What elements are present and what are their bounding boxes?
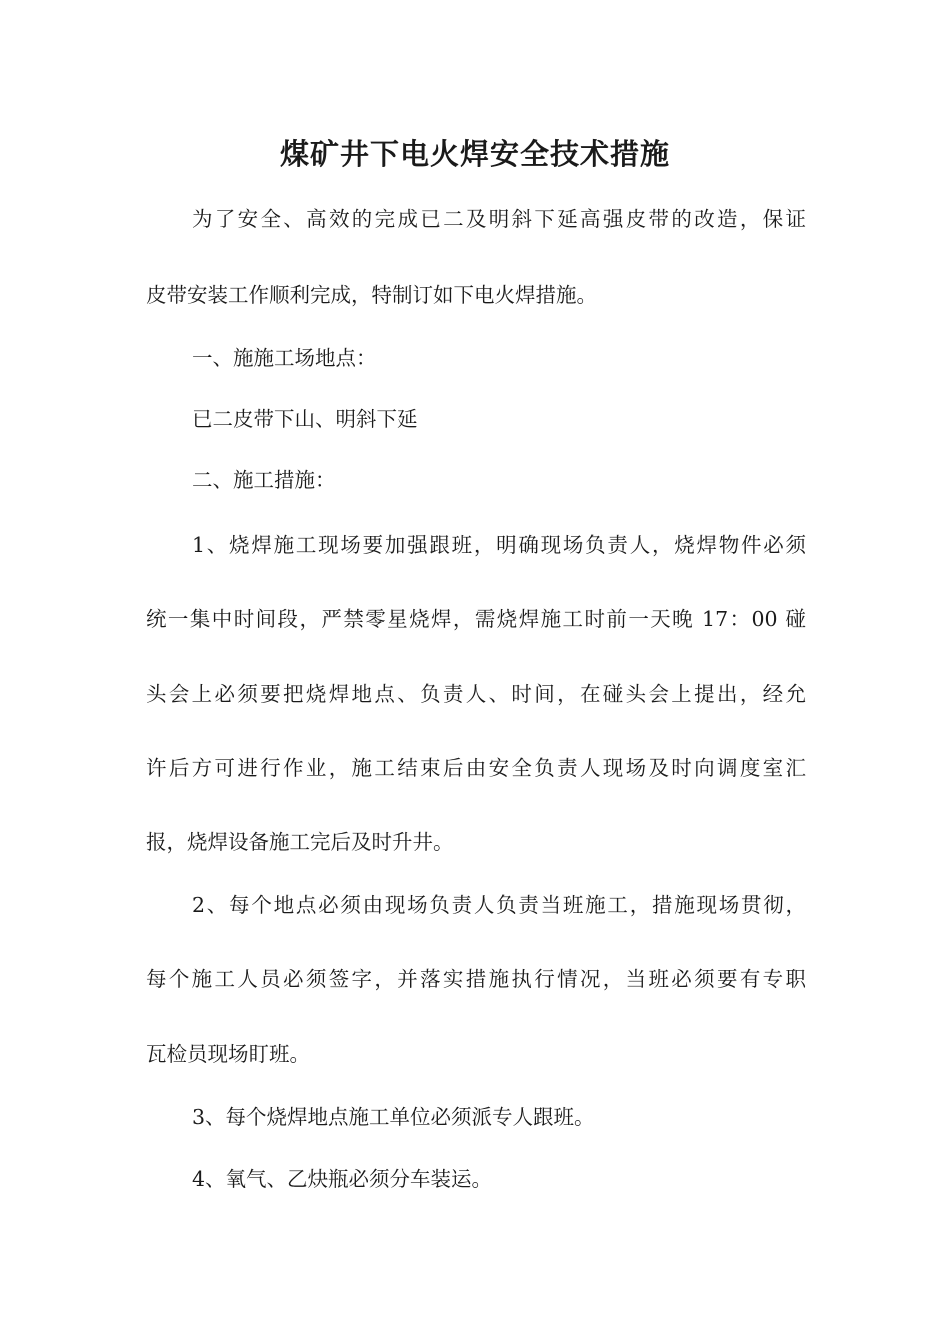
document-title: 煤矿井下电火焊安全技术措施: [279, 137, 670, 171]
section-heading: 一、施施工场地点：: [192, 346, 377, 370]
paragraph-line: 已二皮带下山、明斜下延: [192, 407, 418, 431]
paragraph-line: 皮带安装工作顺利完成，特制订如下电火焊措施。: [146, 283, 597, 307]
paragraph-line: 许后方可进行作业，施工结束后由安全负责人现场及时向调度室汇: [146, 756, 806, 780]
paragraph-line: 头会上必须要把烧焊地点、负责人、时间，在碰头会上提出，经允: [146, 682, 806, 706]
paragraph-line: 为了安全、高效的完成已二及明斜下延高强皮带的改造，保证: [192, 207, 806, 231]
paragraph-line: 瓦检员现场盯班。: [146, 1042, 310, 1066]
section-heading: 二、施工措施：: [192, 468, 336, 492]
paragraph-line: 4、氧气、乙炔瓶必须分车装运。: [192, 1167, 493, 1191]
paragraph-line: 3、每个烧焊地点施工单位必须派专人跟班。: [192, 1105, 595, 1129]
paragraph-line: 每个施工人员必须签字，并落实措施执行情况，当班必须要有专职: [146, 967, 806, 991]
paragraph-line: 报，烧焊设备施工完后及时升井。: [146, 830, 454, 854]
paragraph-line: 2、每个地点必须由现场负责人负责当班施工，措施现场贯彻，: [192, 893, 806, 917]
paragraph-line: 1、烧焊施工现场要加强跟班，明确现场负责人，烧焊物件必须: [192, 533, 806, 557]
paragraph-line: 统一集中时间段，严禁零星烧焊，需烧焊施工时前一天晚 17：00 碰: [146, 607, 806, 631]
